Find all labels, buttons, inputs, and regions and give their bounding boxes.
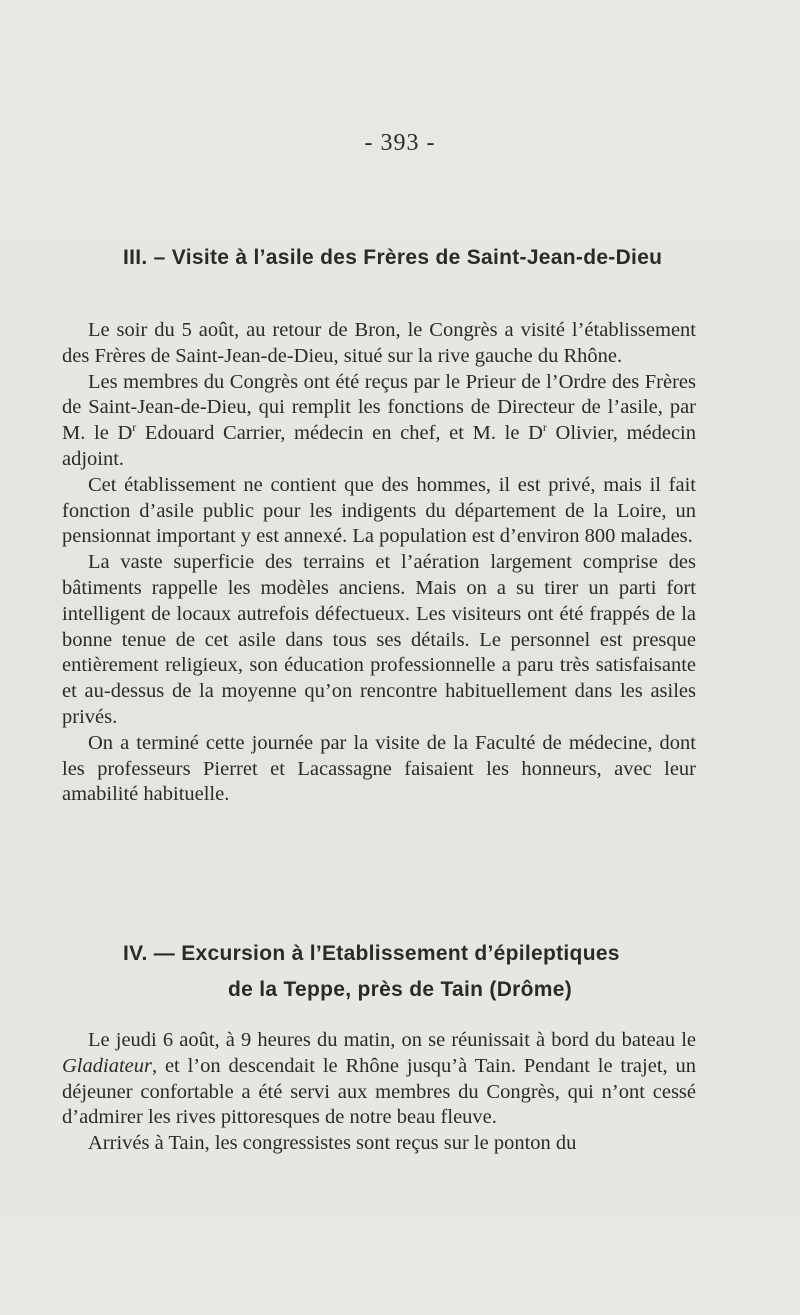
paragraph: On a terminé cette journée par la visite de la Faculté de médecine, dont les professeurs Pierret et Lacassagne faisaient les honneurs, avec leur amabilité habituelle. [62,731,696,806]
paragraph: La vaste superficie des terrains et l’aération largement comprise des bâtiments rappelle les modèles anciens. Mais on a su tirer un parti fort intelligent de locaux autrefois défectueux. Les visiteurs ont été frappés de la bonne tenue de cet asile dans tous ses détails. Le personnel est presque entièrement religieux, son éducation professionnelle a paru très satisfaisante et au-dessus de la moyenne qu’on rencontre habituellement dans les asiles privés. [62,551,696,728]
paragraph: Le soir du 5 août, au retour de Bron, le Congrès a visité l’établissement des Frères de Saint-Jean-de-Dieu, situé sur la rive gauche du Rhône. [62,319,696,367]
ship-name: Gladiateur [62,1054,152,1077]
paragraph-text: Le jeudi 6 août, à 9 heures du matin, on se réunissait à bord du bateau le [88,1029,696,1051]
section-4-title-line1: IV. — Excursion à l’Etablissement d’épileptiques [123,942,620,965]
page-number: - 393 - [364,130,436,156]
section-4-body [62,1028,696,1157]
paragraph-text: , et l’on descendait le Rhône jusqu’à Tain. Pendant le trajet, un déjeuner confortable a été servi aux membres du Congrès, qui n’ont cessé d’admirer les rives pittoresques de notre beau fleuve. [62,1054,696,1129]
paragraph-text: Les membres du Congrès ont été reçus par le Prieur de l’Ordre des Frères de Saint-Jean-de-Dieu, qui remplit les fonctions de Directeur de l’asile, par M. le D [62,370,696,445]
paragraph-text: Edouard Carrier, médecin en chef, et M. le D [136,422,543,445]
section-3-body [62,318,696,808]
paragraph: Cet établissement ne contient que des hommes, il est privé, mais il fait fonction d’asile public pour les indigents du département de la Loire, un pensionnat important y est annexé. La population est d’environ 800 malades. [62,473,696,548]
paragraph-text: Olivier, médecin adjoint. [62,422,697,470]
superscript: r [542,420,547,435]
paragraph: Arrivés à Tain, les congressistes sont reçus sur le ponton du [88,1132,577,1155]
section-4-title-line2: de la Teppe, près de Tain (Drôme) [227,978,573,1001]
section-3-title: III. – Visite à l’asile des Frères de Saint-Jean-de-Dieu [123,246,663,269]
paragraph [62,1028,696,1131]
paragraph [62,370,696,473]
superscript: r [132,420,137,435]
